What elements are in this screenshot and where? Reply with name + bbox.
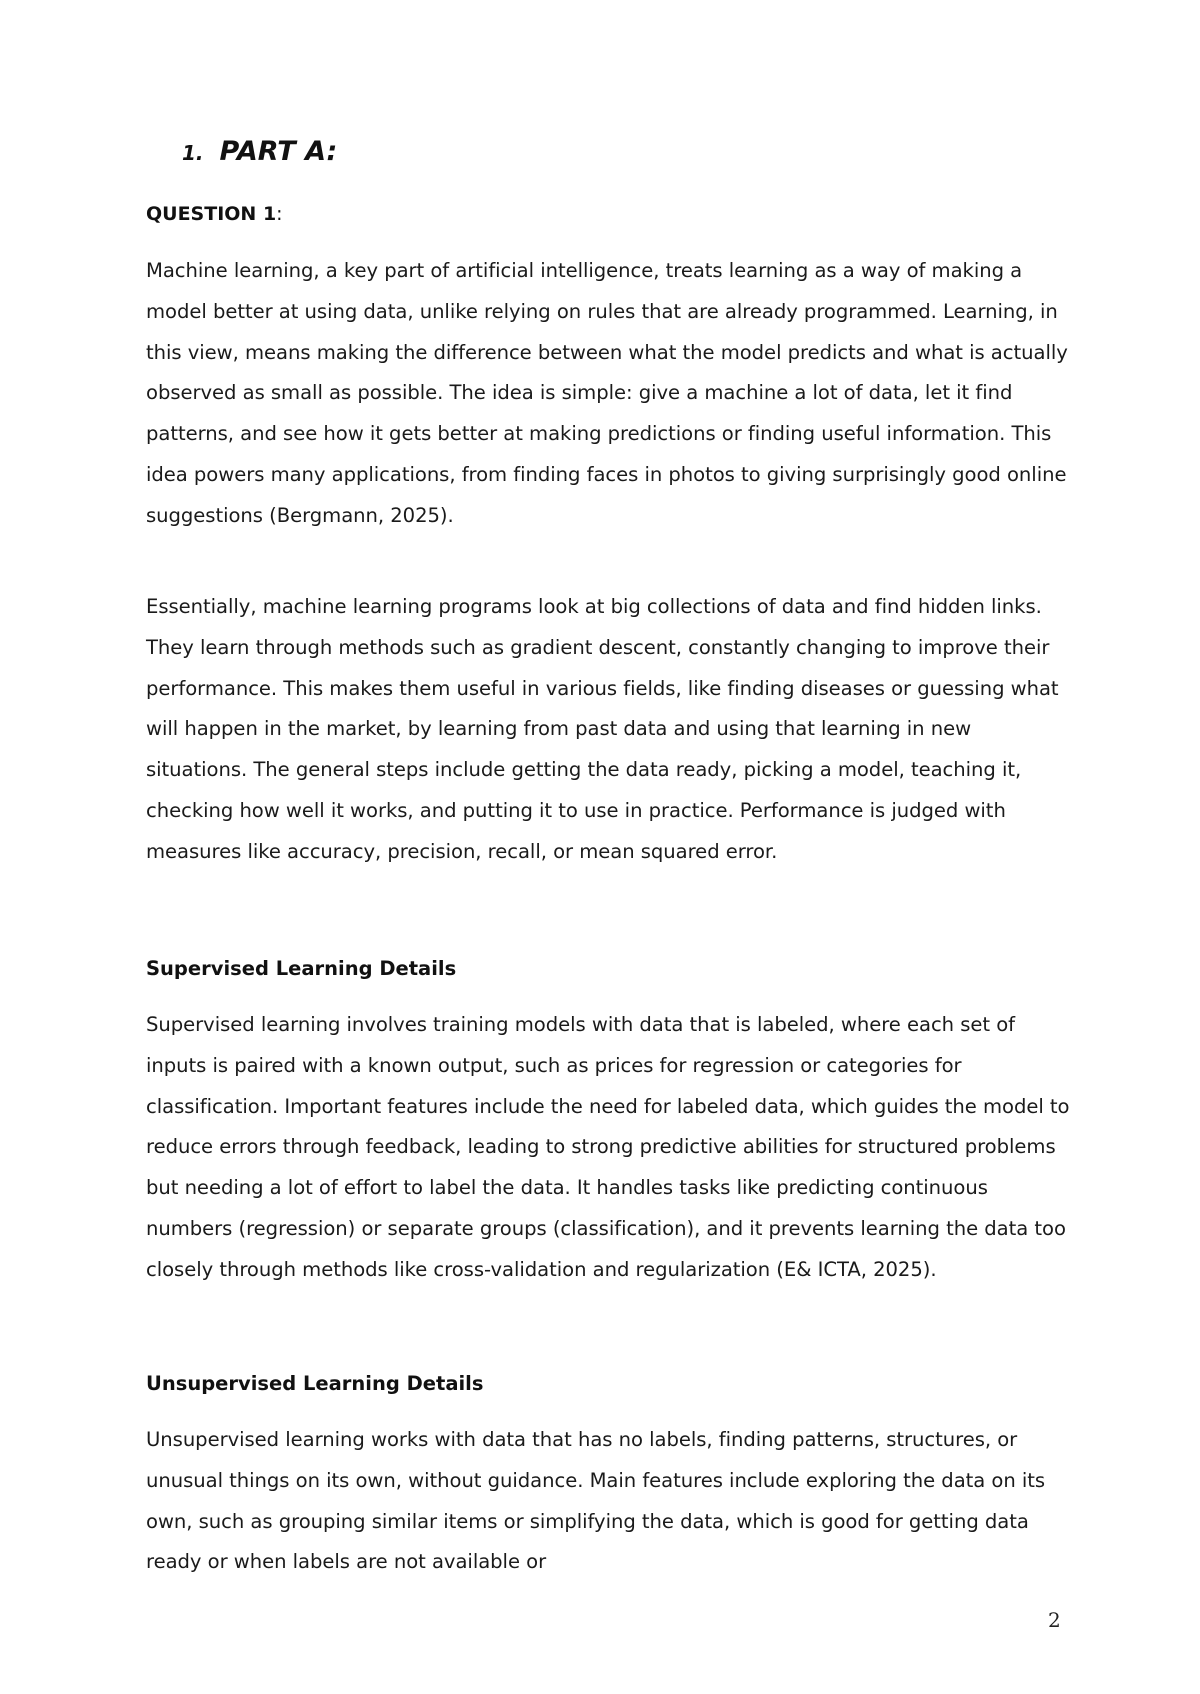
intro-paragraph-2: Essentially, machine learning programs look at big collections of data and find hidden links. They learn through methods such as gradient descent, constantly changing to improve their performance. This makes them useful in various fields, like finding diseases or guessing what will happen in the market, by learning from past data and using that learning in new situations. The general steps include getting the data ready, picking a model, teaching it, checking how well it works, and putting it to use in practice. Performance is judged with measures like accuracy, precision, recall, or mean squared error. bbox=[146, 595, 1059, 863]
unsupervised-paragraph: Unsupervised learning works with data that has no labels, finding patterns, structures, or unusual things on its own, without guidance. Main features include exploring the data on its own, such as grouping similar items or simplifying the data, which is good for getting data ready or when labels are not available or bbox=[146, 1428, 1046, 1574]
part-heading-title: PART A: bbox=[219, 136, 338, 167]
question-label-text: QUESTION 1 bbox=[146, 203, 277, 225]
question-label bbox=[146, 203, 283, 225]
part-heading bbox=[182, 136, 337, 167]
question-label-colon: : bbox=[276, 203, 283, 225]
supervised-paragraph: Supervised learning involves training models with data that is labeled, where each set of inputs is paired with a known output, such as prices for regression or categories for classification. Important features include the need for labeled data, which guides the model to reduce errors through feedback, leading to strong predictive abilities for structured problems but needing a lot of effort to label the data. It handles tasks like predicting continuous numbers (regression) or separate groups (classification), and it prevents learning the data too closely through methods like cross-validation and regularization (E& ICTA, 2025). bbox=[146, 1013, 1070, 1281]
unsupervised-subheading: Unsupervised Learning Details bbox=[146, 1372, 484, 1395]
page-number: 2 bbox=[1048, 1608, 1061, 1632]
intro-paragraph-1: Machine learning, a key part of artificial intelligence, treats learning as a way of making a model better at using data, unlike relying on rules that are already programmed. Learning, in this view, means making the difference between what the model predicts and what is actually observed as small as possible. The idea is simple: give a machine a lot of data, let it find patterns, and see how it gets better at making predictions or finding useful information. This idea powers many applications, from finding faces in photos to giving surprisingly good online suggestions (Bergmann, 2025). bbox=[146, 259, 1068, 527]
part-heading-number: 1. bbox=[182, 141, 204, 165]
supervised-subheading: Supervised Learning Details bbox=[146, 957, 457, 980]
